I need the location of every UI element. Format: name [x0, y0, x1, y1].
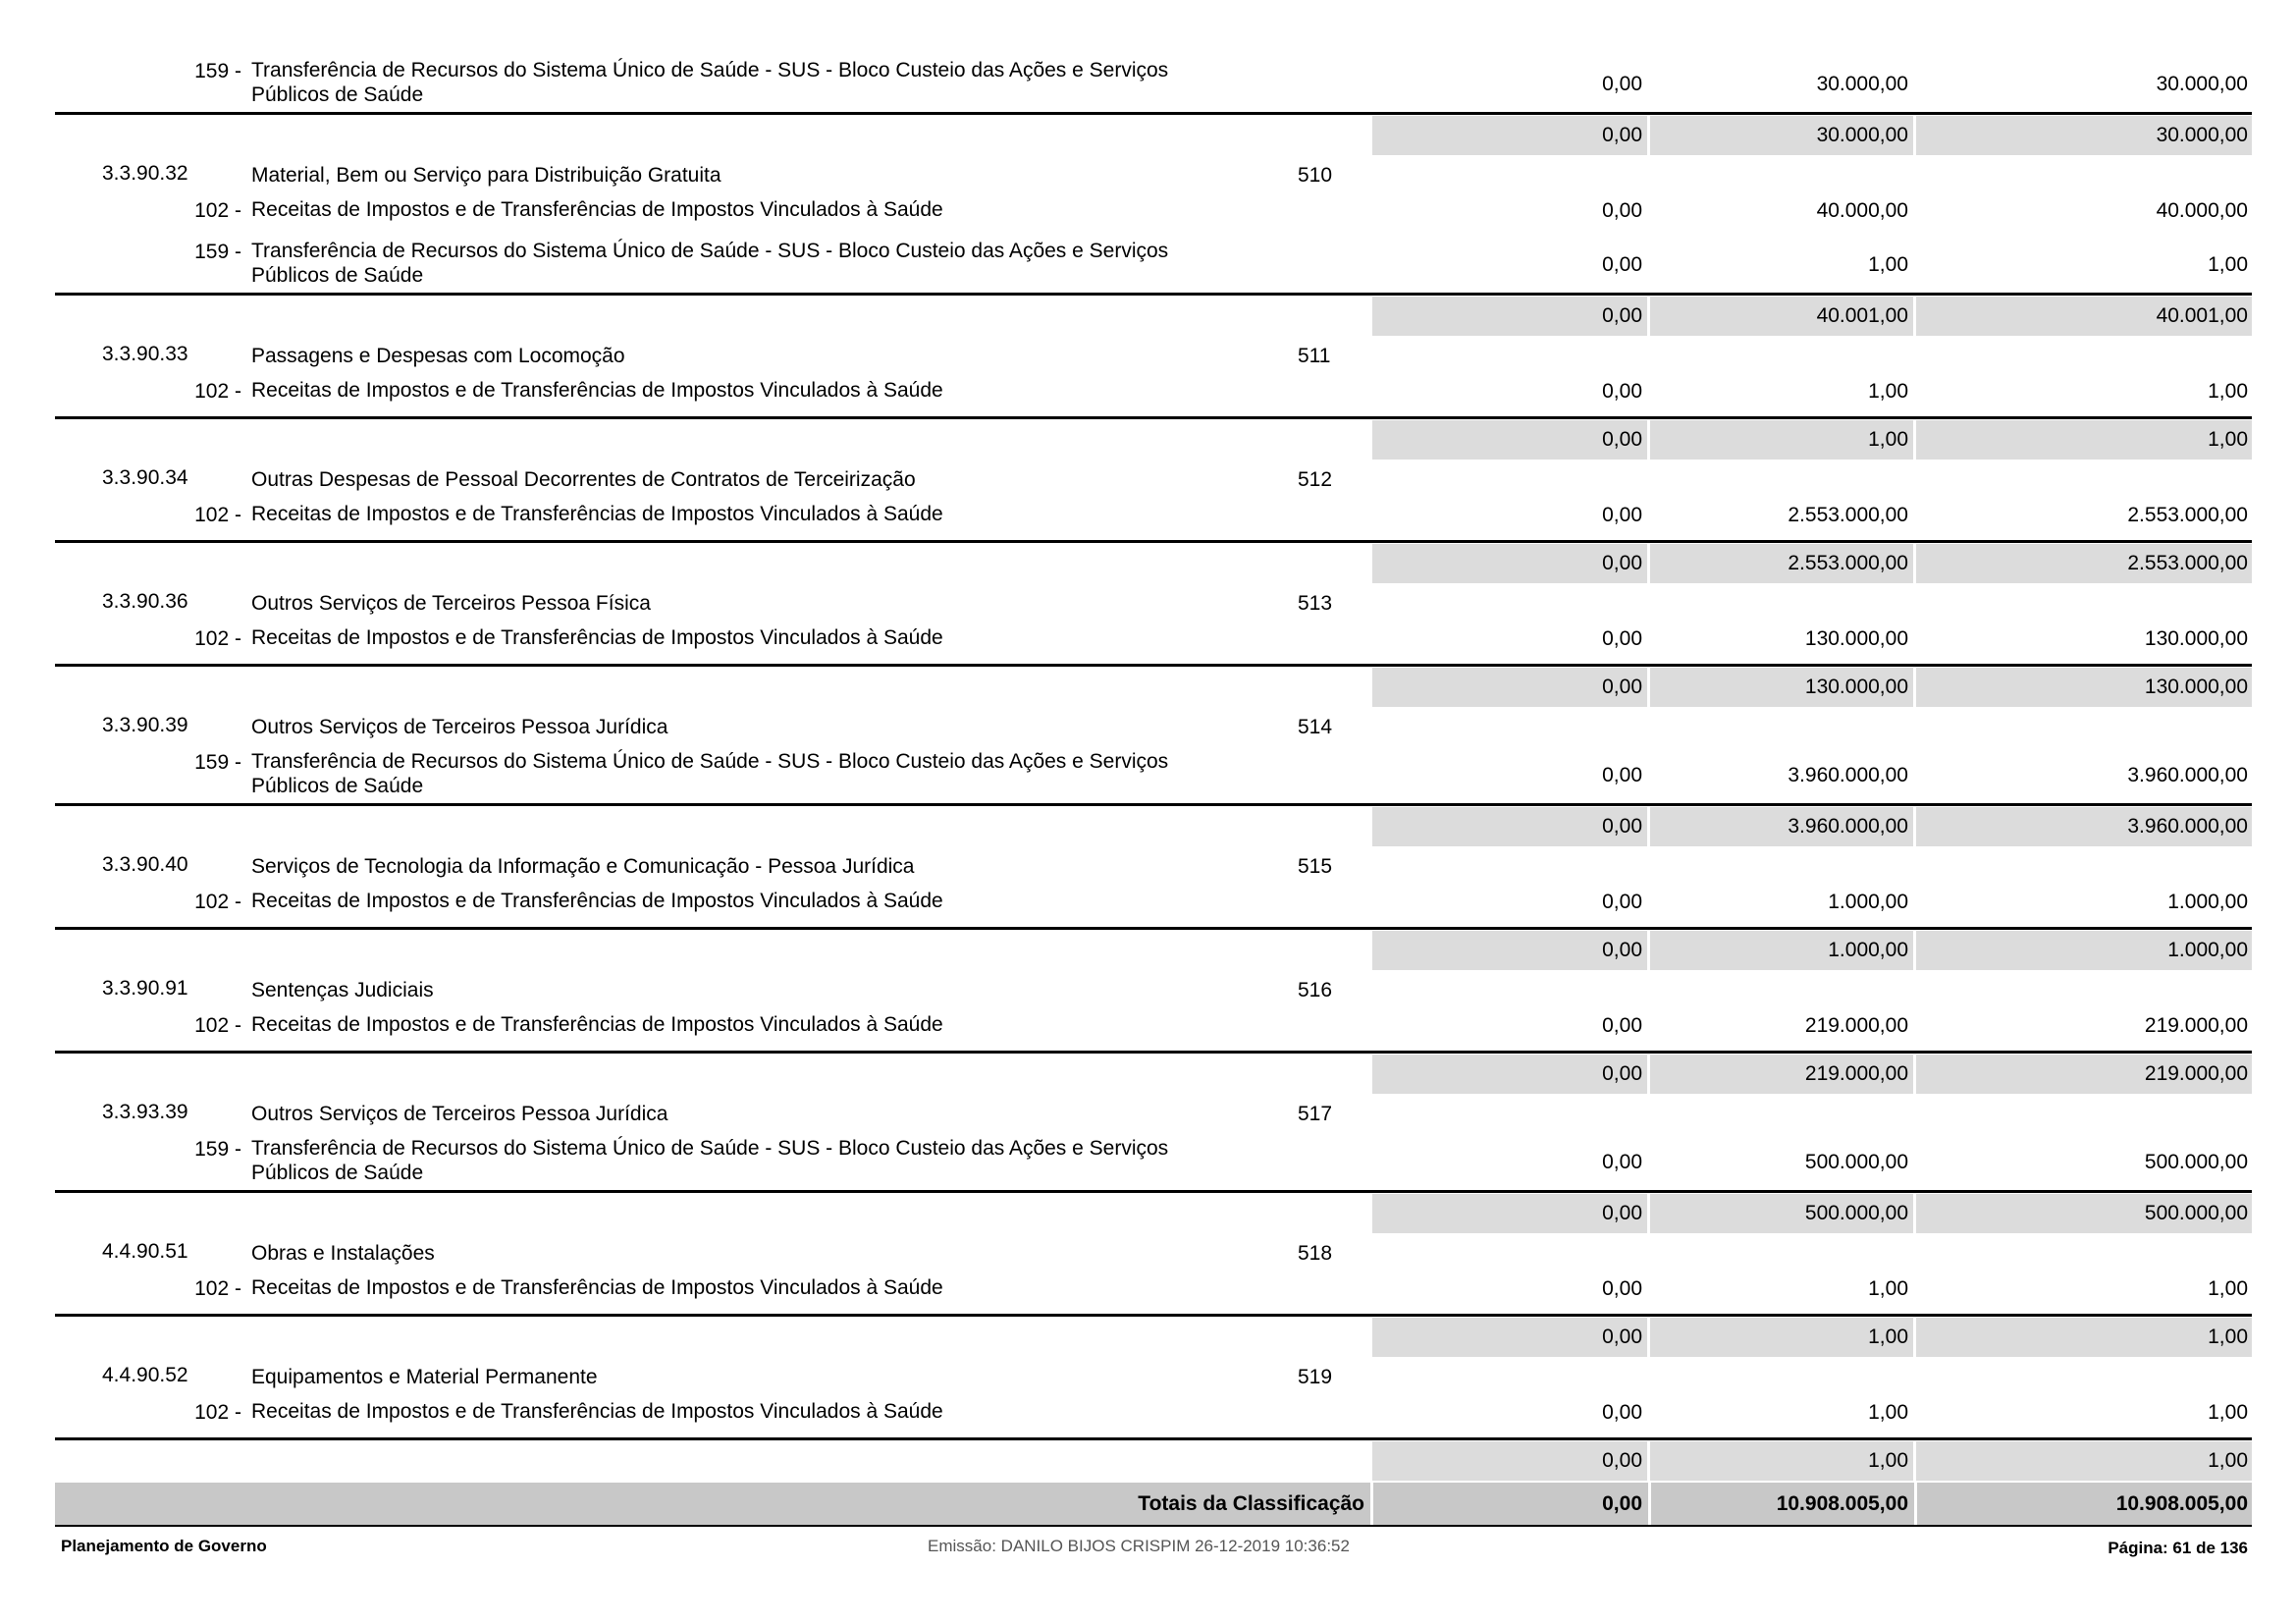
subtotal-separator-line	[55, 664, 2252, 667]
classification-code: 4.4.90.52	[102, 1364, 188, 1386]
value-cell: 0,00	[1602, 891, 1642, 913]
subtotal-value: 0,00	[1602, 939, 1642, 961]
subtotal-value: 30.000,00	[2156, 124, 2248, 146]
subtotal-separator-line	[55, 927, 2252, 930]
source-number: 102 -	[194, 627, 241, 650]
value-cell: 1,00	[1868, 1401, 1908, 1424]
subtotal-value: 40.001,00	[2156, 304, 2248, 327]
classification-description: Material, Bem ou Serviço para Distribuição Gratuita	[251, 164, 721, 187]
source-number: 102 -	[194, 1014, 241, 1037]
classification-code: 3.3.90.40	[102, 853, 188, 876]
source-description: Transferência de Recursos do Sistema Único de Saúde - SUS - Bloco Custeio das Ações e Serviços	[251, 240, 1169, 262]
subtotal-value: 2.553.000,00	[2127, 552, 2248, 574]
subtotal-value: 0,00	[1602, 1449, 1642, 1472]
classification-code: 3.3.90.91	[102, 977, 188, 1000]
value-cell: 2.553.000,00	[2127, 504, 2248, 526]
value-cell: 500.000,00	[2144, 1151, 2248, 1173]
classification-code: 3.3.90.33	[102, 343, 188, 365]
value-cell: 0,00	[1602, 253, 1642, 276]
value-cell: 0,00	[1602, 1014, 1642, 1037]
value-cell: 0,00	[1602, 1151, 1642, 1173]
classification-description: Outros Serviços de Terceiros Pessoa Jurídica	[251, 716, 668, 738]
element-number: 513	[1298, 592, 1333, 615]
value-cell: 0,00	[1602, 627, 1642, 650]
classification-description: Equipamentos e Material Permanente	[251, 1366, 598, 1388]
subtotal-value: 0,00	[1602, 428, 1642, 451]
totals-value: 10.908.005,00	[2115, 1492, 2248, 1515]
value-cell: 0,00	[1602, 380, 1642, 403]
value-cell: 0,00	[1602, 1401, 1642, 1424]
value-cell: 0,00	[1602, 73, 1642, 95]
subtotal-separator-line	[55, 293, 2252, 296]
subtotal-value: 0,00	[1602, 1325, 1642, 1348]
subtotal-value: 40.001,00	[1816, 304, 1908, 327]
classification-description: Outros Serviços de Terceiros Pessoa Jurídica	[251, 1103, 668, 1125]
subtotal-value: 2.553.000,00	[1788, 552, 1908, 574]
source-description: Receitas de Impostos e de Transferências de Impostos Vinculados à Saúde	[251, 1400, 943, 1423]
classification-code: 3.3.90.39	[102, 714, 188, 736]
value-cell: 1.000,00	[2167, 891, 2248, 913]
subtotal-separator-line	[55, 416, 2252, 419]
value-cell: 219.000,00	[2144, 1014, 2248, 1037]
source-description: Públicos de Saúde	[251, 1162, 424, 1184]
subtotal-value: 1,00	[2208, 1325, 2248, 1348]
footer-emission: Emissão: DANILO BIJOS CRISPIM 26-12-2019 10:36:52	[928, 1537, 1350, 1555]
classification-description: Passagens e Despesas com Locomoção	[251, 345, 625, 367]
element-number: 511	[1298, 345, 1331, 367]
totals-bottom-line	[55, 1525, 2252, 1527]
subtotal-value: 1,00	[2208, 428, 2248, 451]
classification-description: Outros Serviços de Terceiros Pessoa Física	[251, 592, 651, 615]
element-number: 519	[1298, 1366, 1333, 1388]
value-cell: 0,00	[1602, 199, 1642, 222]
subtotal-value: 30.000,00	[1816, 124, 1908, 146]
value-cell: 1,00	[2208, 1401, 2248, 1424]
source-description: Receitas de Impostos e de Transferências de Impostos Vinculados à Saúde	[251, 626, 943, 649]
subtotal-separator-line	[55, 1190, 2252, 1193]
value-cell: 0,00	[1602, 504, 1642, 526]
classification-description: Serviços de Tecnologia da Informação e Comunicação - Pessoa Jurídica	[251, 855, 915, 878]
value-cell: 1,00	[2208, 253, 2248, 276]
source-number: 102 -	[194, 891, 241, 913]
subtotal-value: 0,00	[1602, 1202, 1642, 1224]
value-cell: 30.000,00	[2156, 73, 2248, 95]
subtotal-value: 3.960.000,00	[1788, 815, 1908, 838]
subtotal-separator-line	[55, 1314, 2252, 1317]
value-cell: 3.960.000,00	[1788, 764, 1908, 786]
subtotal-value: 1,00	[1868, 428, 1908, 451]
subtotal-separator-line	[55, 540, 2252, 543]
totals-value: 10.908.005,00	[1776, 1492, 1908, 1515]
source-number: 102 -	[194, 199, 241, 222]
totals-label: Totais da Classificação	[1138, 1492, 1364, 1515]
value-cell: 1,00	[1868, 380, 1908, 403]
element-number: 514	[1298, 716, 1333, 738]
value-cell: 0,00	[1602, 764, 1642, 786]
subtotal-value: 1,00	[1868, 1325, 1908, 1348]
value-cell: 2.553.000,00	[1788, 504, 1908, 526]
element-number: 518	[1298, 1242, 1333, 1265]
subtotal-value: 500.000,00	[2144, 1202, 2248, 1224]
source-number: 159 -	[194, 60, 241, 82]
source-description: Receitas de Impostos e de Transferências de Impostos Vinculados à Saúde	[251, 503, 943, 525]
footer-left: Planejamento de Governo	[61, 1537, 267, 1555]
subtotal-value: 0,00	[1602, 1062, 1642, 1085]
subtotal-value: 0,00	[1602, 552, 1642, 574]
classification-description: Outras Despesas de Pessoal Decorrentes de Contratos de Terceirização	[251, 468, 916, 491]
subtotal-separator-line	[55, 1051, 2252, 1054]
subtotal-value: 130.000,00	[2144, 676, 2248, 698]
footer-page: Página: 61 de 136	[2108, 1539, 2248, 1557]
element-number: 517	[1298, 1103, 1333, 1125]
value-cell: 130.000,00	[1804, 627, 1908, 650]
classification-description: Sentenças Judiciais	[251, 979, 434, 1001]
value-cell: 1.000,00	[1828, 891, 1908, 913]
classification-code: 3.3.93.39	[102, 1101, 188, 1123]
source-description: Receitas de Impostos e de Transferências de Impostos Vinculados à Saúde	[251, 890, 943, 912]
subtotal-value: 0,00	[1602, 304, 1642, 327]
value-cell: 130.000,00	[2144, 627, 2248, 650]
totals-divider	[1914, 1483, 1917, 1525]
value-cell: 3.960.000,00	[2127, 764, 2248, 786]
value-cell: 0,00	[1602, 1277, 1642, 1300]
source-number: 102 -	[194, 1401, 241, 1424]
source-description: Receitas de Impostos e de Transferências de Impostos Vinculados à Saúde	[251, 198, 943, 221]
source-description: Públicos de Saúde	[251, 264, 424, 287]
subtotal-separator-line	[55, 803, 2252, 806]
source-number: 159 -	[194, 751, 241, 774]
subtotal-value: 0,00	[1602, 815, 1642, 838]
subtotal-value: 1,00	[2208, 1449, 2248, 1472]
subtotal-value: 219.000,00	[1804, 1062, 1908, 1085]
source-description: Públicos de Saúde	[251, 775, 424, 797]
classification-code: 3.3.90.32	[102, 162, 188, 185]
classification-code: 3.3.90.36	[102, 590, 188, 613]
source-number: 159 -	[194, 1138, 241, 1161]
source-description: Transferência de Recursos do Sistema Único de Saúde - SUS - Bloco Custeio das Ações e Serviços	[251, 750, 1169, 773]
source-description: Receitas de Impostos e de Transferências de Impostos Vinculados à Saúde	[251, 1276, 943, 1299]
value-cell: 1,00	[2208, 1277, 2248, 1300]
source-number: 159 -	[194, 241, 241, 263]
source-description: Transferência de Recursos do Sistema Único de Saúde - SUS - Bloco Custeio das Ações e Serviços	[251, 59, 1169, 81]
source-description: Receitas de Impostos e de Transferências de Impostos Vinculados à Saúde	[251, 379, 943, 402]
source-description: Transferência de Recursos do Sistema Único de Saúde - SUS - Bloco Custeio das Ações e Serviços	[251, 1137, 1169, 1160]
classification-code: 4.4.90.51	[102, 1240, 188, 1263]
subtotal-separator-line	[55, 1437, 2252, 1440]
element-number: 510	[1298, 164, 1333, 187]
value-cell: 40.000,00	[2156, 199, 2248, 222]
value-cell: 1,00	[1868, 253, 1908, 276]
subtotal-value: 1.000,00	[1828, 939, 1908, 961]
value-cell: 1,00	[1868, 1277, 1908, 1300]
source-number: 102 -	[194, 1277, 241, 1300]
value-cell: 500.000,00	[1804, 1151, 1908, 1173]
subtotal-value: 0,00	[1602, 124, 1642, 146]
element-number: 516	[1298, 979, 1333, 1001]
value-cell: 1,00	[2208, 380, 2248, 403]
subtotal-separator-line	[55, 112, 2252, 115]
source-number: 102 -	[194, 504, 241, 526]
value-cell: 40.000,00	[1816, 199, 1908, 222]
value-cell: 30.000,00	[1816, 73, 1908, 95]
subtotal-value: 130.000,00	[1804, 676, 1908, 698]
source-description: Públicos de Saúde	[251, 83, 424, 106]
totals-value: 0,00	[1602, 1492, 1642, 1515]
subtotal-value: 1.000,00	[2167, 939, 2248, 961]
element-number: 515	[1298, 855, 1333, 878]
subtotal-value: 3.960.000,00	[2127, 815, 2248, 838]
source-description: Receitas de Impostos e de Transferências de Impostos Vinculados à Saúde	[251, 1013, 943, 1036]
source-number: 102 -	[194, 380, 241, 403]
subtotal-value: 1,00	[1868, 1449, 1908, 1472]
subtotal-value: 500.000,00	[1804, 1202, 1908, 1224]
subtotal-value: 0,00	[1602, 676, 1642, 698]
value-cell: 219.000,00	[1804, 1014, 1908, 1037]
classification-code: 3.3.90.34	[102, 466, 188, 489]
element-number: 512	[1298, 468, 1333, 491]
totals-divider	[1648, 1483, 1651, 1525]
totals-divider	[1370, 1483, 1373, 1525]
classification-description: Obras e Instalações	[251, 1242, 435, 1265]
subtotal-value: 219.000,00	[2144, 1062, 2248, 1085]
